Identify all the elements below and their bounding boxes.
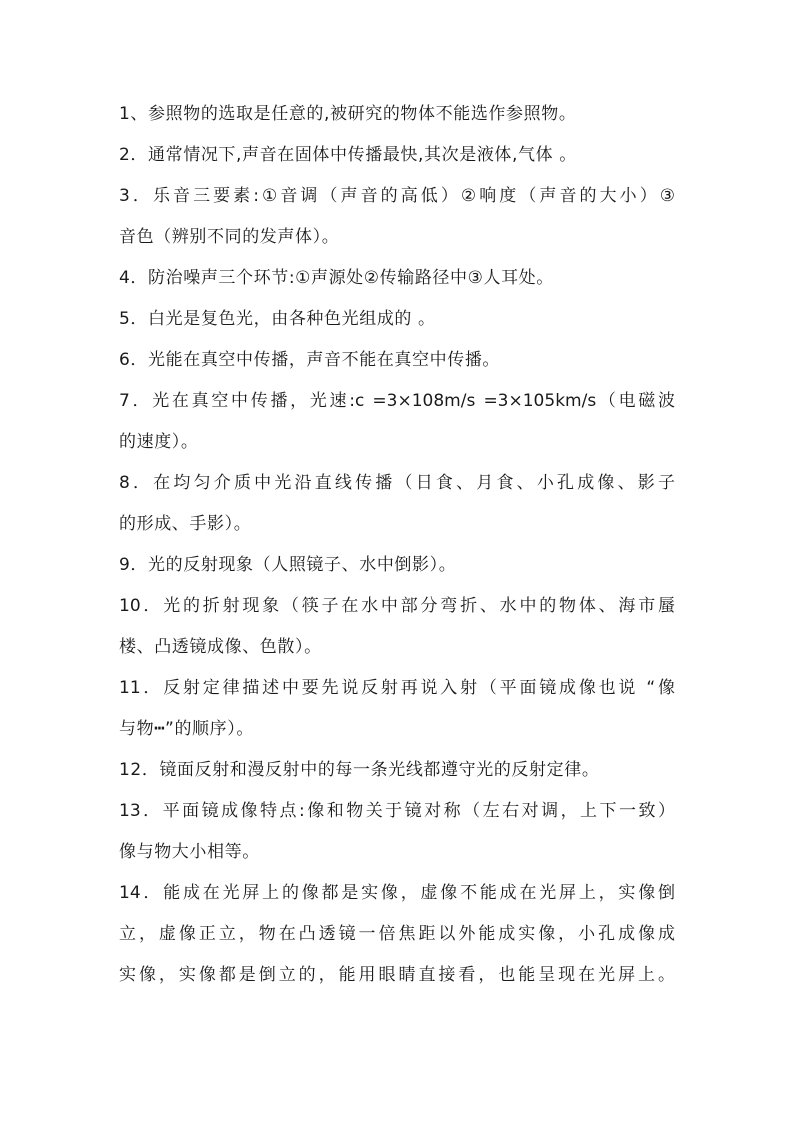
text-line-18: 13．平面镜成像特点:像和物关于镜对称（左右对调，上下一致） xyxy=(119,801,675,821)
text-line-6: 5．白光是复色光，由各种色光组成的 。 xyxy=(119,309,436,329)
text-line-20: 14．能成在光屏上的像都是实像，虚像不能成在光屏上，实像倒 xyxy=(119,883,675,903)
text-line-7: 6．光能在真空中传播，声音不能在真空中传播。 xyxy=(119,350,501,370)
text-line-17: 12．镜面反射和漫反射中的每一条光线都遵守光的反射定律。 xyxy=(119,760,600,780)
text-line-5: 4．防治噪声三个环节:①声源处②传输路径中③人耳处。 xyxy=(119,268,554,288)
text-line-14: 楼、凸透镜成像、色散）。 xyxy=(119,637,322,657)
text-line-1: 1、参照物的选取是任意的,被研究的物体不能选作参照物。 xyxy=(119,104,577,124)
text-line-12: 9．光的反射现象（人照镜子、水中倒影）。 xyxy=(119,555,457,575)
text-line-8: 7．光在真空中传播，光速:c =3×108m/s =3×105km/s（电磁波 xyxy=(119,391,675,411)
text-line-4: 音色（辨别不同的发声体）。 xyxy=(119,227,340,247)
text-line-15: 11．反射定律描述中要先说反射再说入射（平面镜成像也说 “像 xyxy=(119,678,675,698)
text-line-13: 10．光的折射现象（筷子在水中部分弯折、水中的物体、海市蜃 xyxy=(119,596,675,616)
text-line-2: 2．通常情况下,声音在固体中传播最快,其次是液体,气体 。 xyxy=(119,145,577,165)
text-line-11: 的形成、手影）。 xyxy=(119,514,252,534)
text-line-22: 实像，实像都是倒立的，能用眼睛直接看，也能呈现在光屏上。 xyxy=(119,965,675,985)
text-line-10: 8．在均匀介质中光沿直线传播（日食、月食、小孔成像、影子 xyxy=(119,473,675,493)
text-line-16: 与物┅”的顺序）。 xyxy=(119,719,254,739)
text-line-19: 像与物大小相等。 xyxy=(119,842,260,862)
text-line-21: 立，虚像正立，物在凸透镜一倍焦距以外能成实像，小孔成像成 xyxy=(119,924,675,944)
document-body xyxy=(119,104,675,1006)
text-line-3: 3．乐音三要素:①音调（声音的高低）②响度（声音的大小）③ xyxy=(119,186,675,206)
text-line-9: 的速度）。 xyxy=(119,432,199,452)
